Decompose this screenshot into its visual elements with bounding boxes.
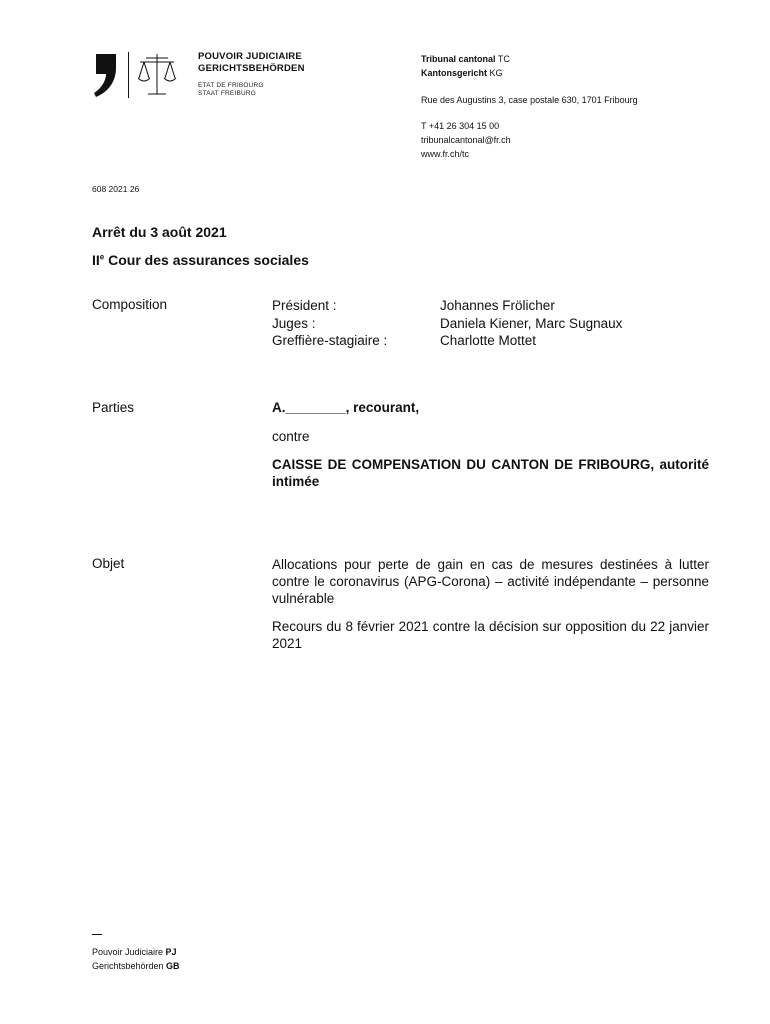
footer-line-1: Pouvoir Judiciaire PJ [92, 947, 177, 957]
respondent: CAISSE DE COMPENSATION DU CANTON DE FRIBOURG, autorité intimée [272, 457, 709, 489]
objet-description: Allocations pour perte de gain en cas de mesures destinées à lutter contre le coronavirus (APG-Corona) – activité indépendante – personne vulnérable [272, 557, 709, 606]
court-name-de: Kantonsgericht KG [421, 68, 503, 78]
footer-dash [92, 934, 102, 935]
member-role: Juges : [272, 315, 316, 331]
versus-text: contre [272, 429, 310, 444]
court-name-fr: Tribunal cantonal TC [421, 54, 510, 64]
case-reference: 608 2021 26 [92, 184, 140, 194]
court-section-title: IIe Cour des assurances sociales [92, 252, 309, 268]
composition-label: Composition [92, 297, 168, 312]
member-role: Président : [272, 298, 337, 313]
fribourg-logo-icon [92, 52, 118, 98]
scales-of-justice-icon [136, 52, 178, 98]
member-role: Greffière-stagiaire : [272, 333, 388, 348]
state-line-2: STAAT FREIBURG [198, 90, 257, 97]
decision-title: Arrêt du 3 août 2021 [92, 224, 227, 240]
member-name: Johannes Frölicher [440, 298, 555, 313]
court-address: Rue des Augustins 3, case postale 630, 1701 Fribourg [421, 95, 638, 105]
appeal-description: Recours du 8 février 2021 contre la décision sur opposition du 22 janvier 2021 [272, 619, 709, 651]
logo-divider [128, 52, 129, 98]
parties-label: Parties [92, 400, 135, 415]
state-line-1: ETAT DE FRIBOURG [198, 82, 264, 89]
member-name: Daniela Kiener, Marc Sugnaux [440, 315, 623, 331]
footer-line-2: Gerichtsbehörden GB [92, 961, 180, 971]
objet-label: Objet [92, 556, 125, 571]
court-email-link[interactable]: tribunalcantonal@fr.ch [421, 135, 511, 145]
authority-line-1: POUVOIR JUDICIAIRE [198, 51, 302, 62]
appellant: A.________, recourant, [272, 400, 420, 415]
authority-line-2: GERICHTSBEHÖRDEN [198, 63, 305, 74]
court-phone: T +41 26 304 15 00 [421, 121, 500, 131]
court-website-link[interactable]: www.fr.ch/tc [421, 149, 470, 159]
member-name: Charlotte Mottet [440, 333, 537, 348]
